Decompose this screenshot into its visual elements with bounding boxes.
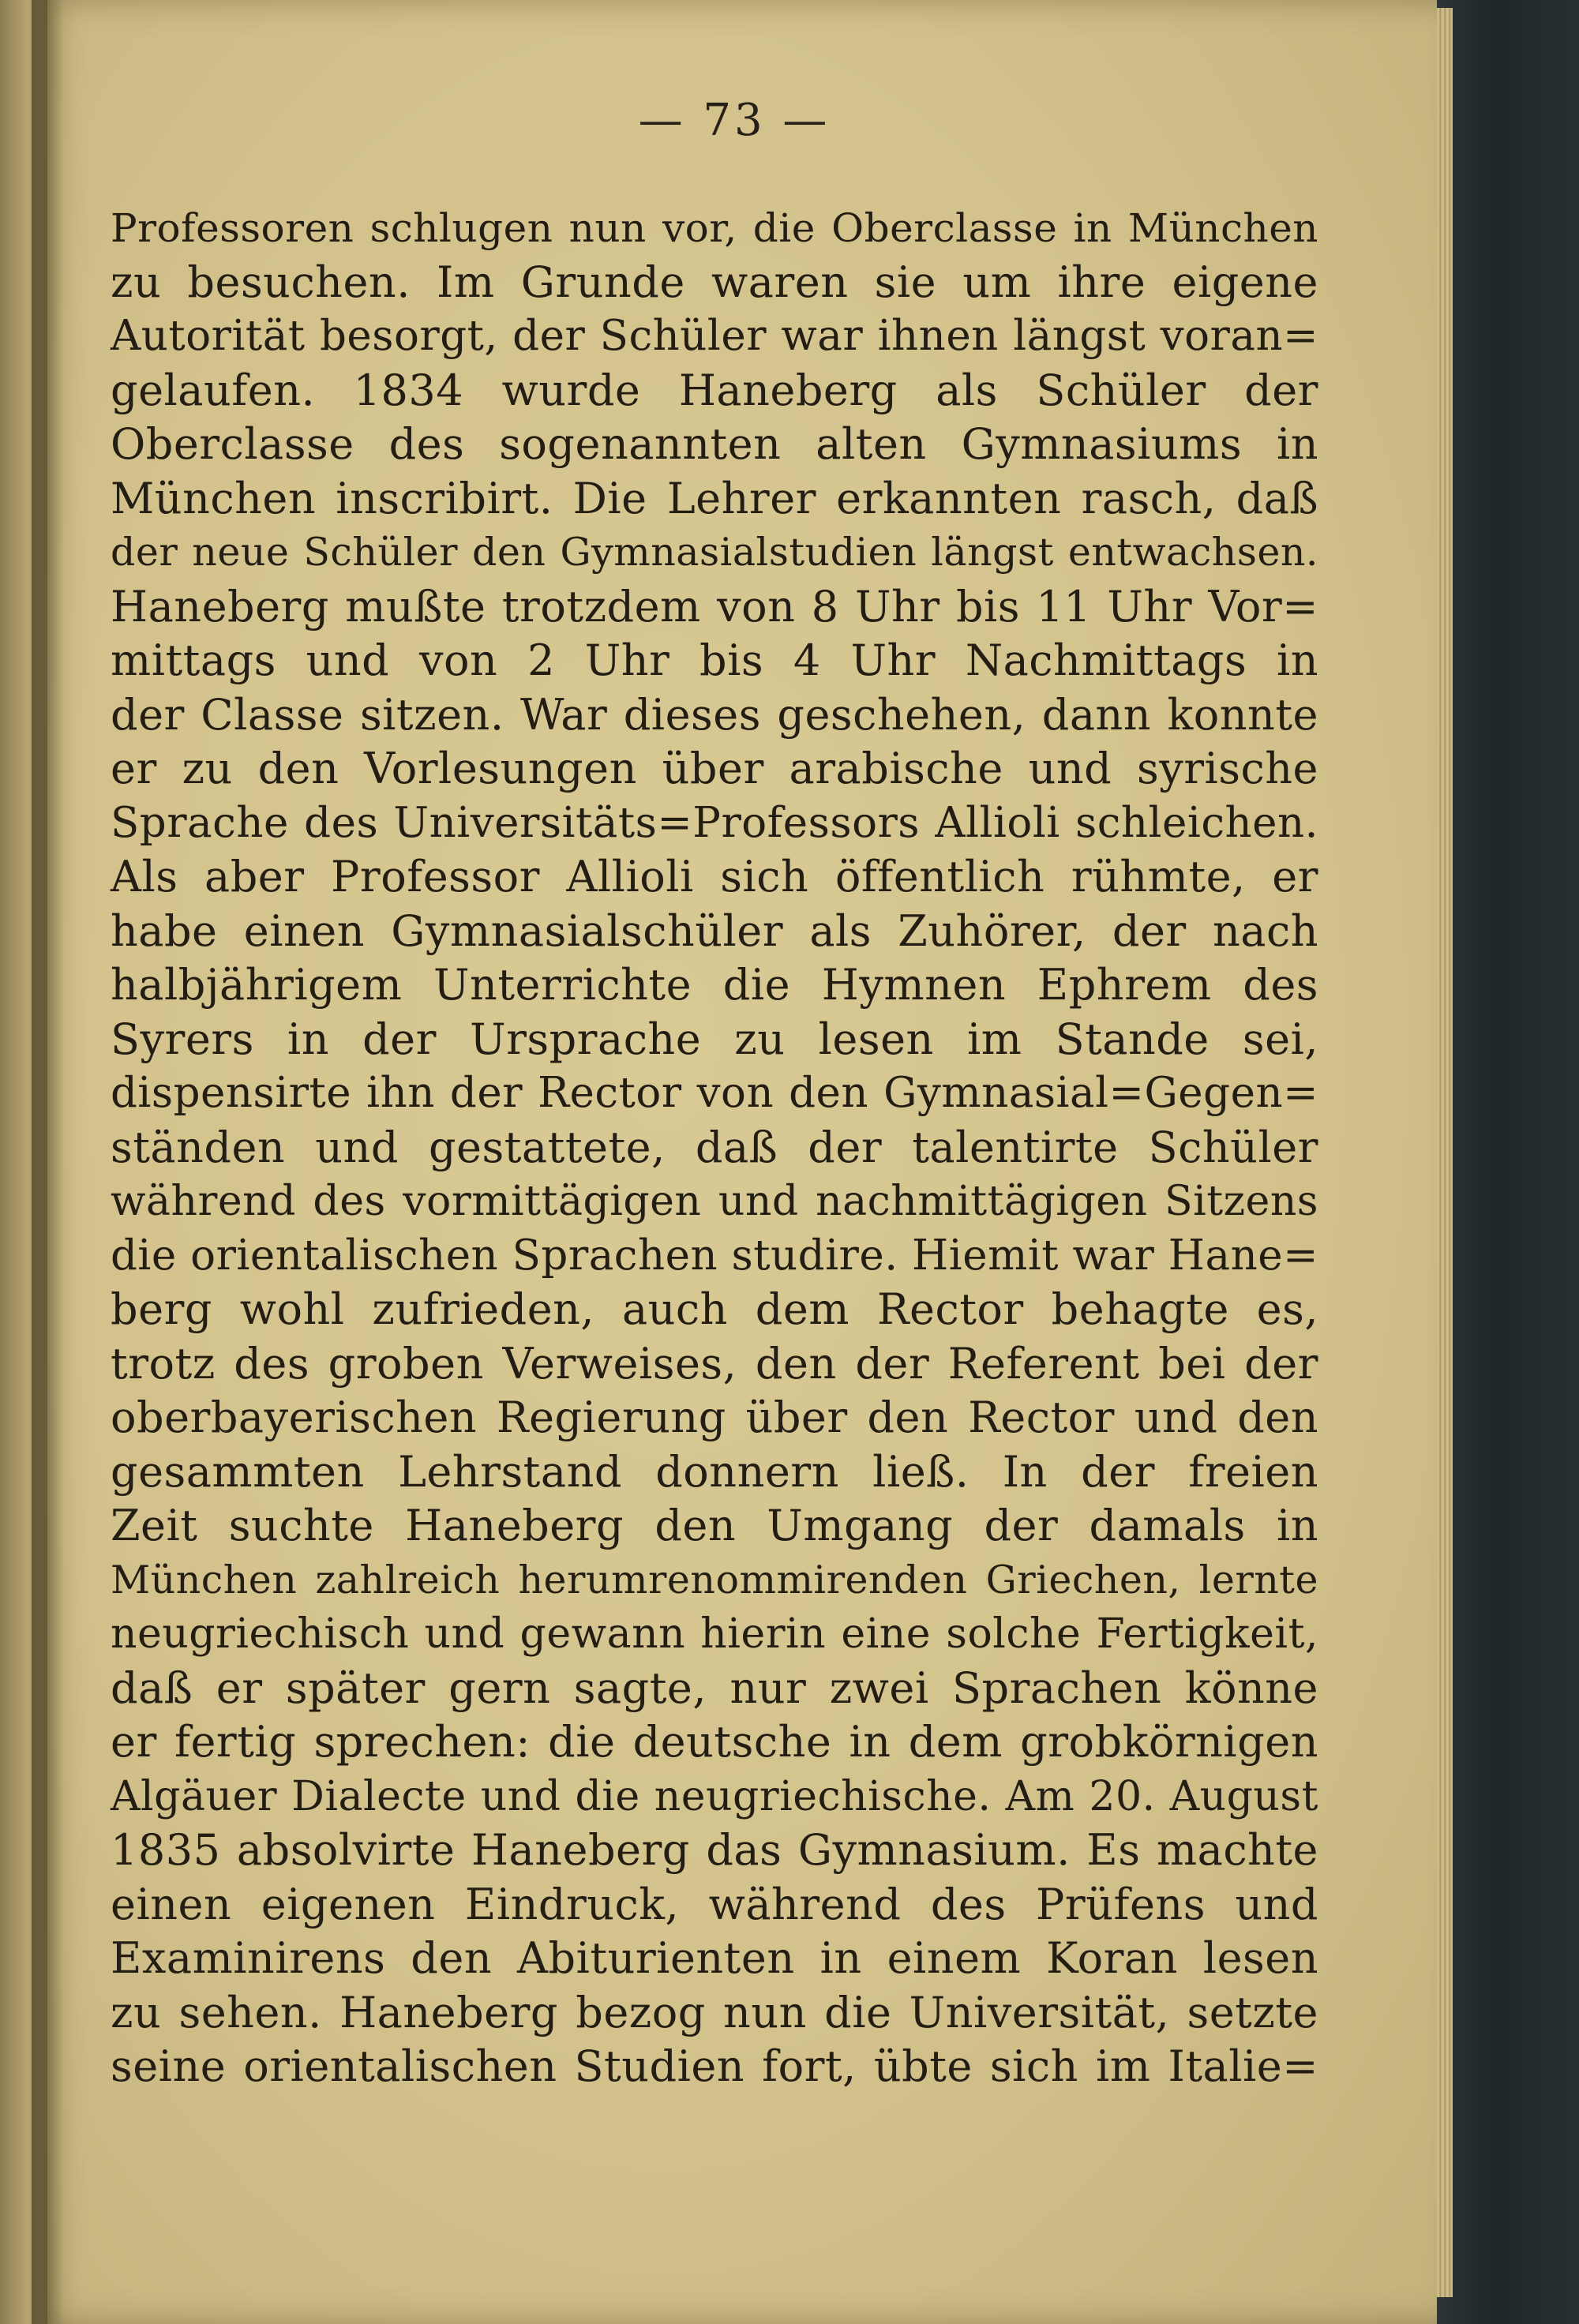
body-text	[111, 201, 1318, 2094]
text-line: dispensirte ihn der Rector von den Gymnasial=Gegen=	[111, 1069, 1318, 1117]
page-number: — 73 —	[638, 95, 831, 146]
text-line: seine orientalischen Studien fort, übte sich im Italie=	[111, 2041, 1318, 2091]
text-line: Syrers in der Ursprache zu lesen im Stande sei,	[111, 1014, 1318, 1064]
text-line: er fertig sprechen: die deutsche in dem grobkörnigen	[111, 1717, 1318, 1767]
text-line: gesammten Lehrstand donnern ließ. In der freien	[111, 1446, 1318, 1497]
text-line: mittags und von 2 Uhr bis 4 Uhr Nachmittags in	[111, 635, 1318, 685]
text-line: Professoren schlugen nun vor, die Oberclasse in München	[111, 205, 1318, 251]
text-line: Sprache des Universitäts=Professors Allioli schleichen.	[111, 798, 1318, 847]
text-line: Als aber Professor Allioli sich öffentlich rühmte, er	[111, 852, 1318, 901]
text-line: ständen und gestattete, daß der talentirte Schüler	[111, 1122, 1318, 1172]
text-line: München inscribirt. Die Lehrer erkannten rasch, daß	[111, 473, 1318, 523]
text-line: Algäuer Dialecte und die neugriechische. Am 20. August	[111, 1772, 1318, 1820]
text-line: neugriechisch und gewann hierin eine solche Fertigkeit,	[111, 1610, 1318, 1658]
text-line: Autorität besorgt, der Schüler war ihnen längst voran=	[111, 312, 1318, 360]
text-line: zu besuchen. Im Grunde waren sie um ihre eigene	[111, 257, 1318, 307]
text-line: einen eigenen Eindruck, während des Prüfens und	[111, 1879, 1318, 1929]
text-line: Oberclasse des sogenannten alten Gymnasiums in	[111, 419, 1318, 469]
text-line: der Classe sitzen. War dieses geschehen, dann konnte	[111, 689, 1318, 740]
text-line: die orientalischen Sprachen studire. Hiemit war Hane=	[111, 1231, 1318, 1280]
text-line: er zu den Vorlesungen über arabische und syrische	[111, 744, 1318, 793]
text-line: 1835 absolvirte Haneberg das Gymnasium. Es machte	[111, 1825, 1318, 1875]
text-line: Zeit suchte Haneberg den Umgang der damals in	[111, 1501, 1318, 1550]
text-line: trotz des groben Verweises, den der Referent bei der	[111, 1338, 1318, 1389]
text-line: halbjährigem Unterrichte die Hymnen Ephrem des	[111, 960, 1318, 1010]
text-line: München zahlreich herumrenommirenden Griechen, lernte	[111, 1557, 1318, 1602]
text-line: der neue Schüler den Gymnasialstudien längst entwachsen.	[111, 530, 1318, 575]
text-line: oberbayerischen Regierung über den Rector und den	[111, 1393, 1318, 1442]
text-line: berg wohl zufrieden, auch dem Rector behagte es,	[111, 1284, 1318, 1334]
text-line: Examinirens den Abiturienten in einem Koran lesen	[111, 1933, 1318, 1983]
text-line: zu sehen. Haneberg bezog nun die Universität, setzte	[111, 1987, 1318, 2037]
text-line: habe einen Gymnasialschüler als Zuhörer, der nach	[111, 905, 1318, 956]
text-line: gelaufen. 1834 wurde Haneberg als Schüler der	[111, 365, 1318, 415]
book-cover	[1437, 0, 1579, 2324]
text-line: daß er später gern sagte, nur zwei Sprachen könne	[111, 1662, 1318, 1713]
page-gutter-shadow	[32, 0, 63, 2324]
text-line: während des vormittägigen und nachmittägigen Sitzens	[111, 1178, 1318, 1225]
book-page	[32, 0, 1437, 2324]
text-line: Haneberg mußte trotzdem von 8 Uhr bis 11 Uhr Vor=	[111, 581, 1318, 632]
